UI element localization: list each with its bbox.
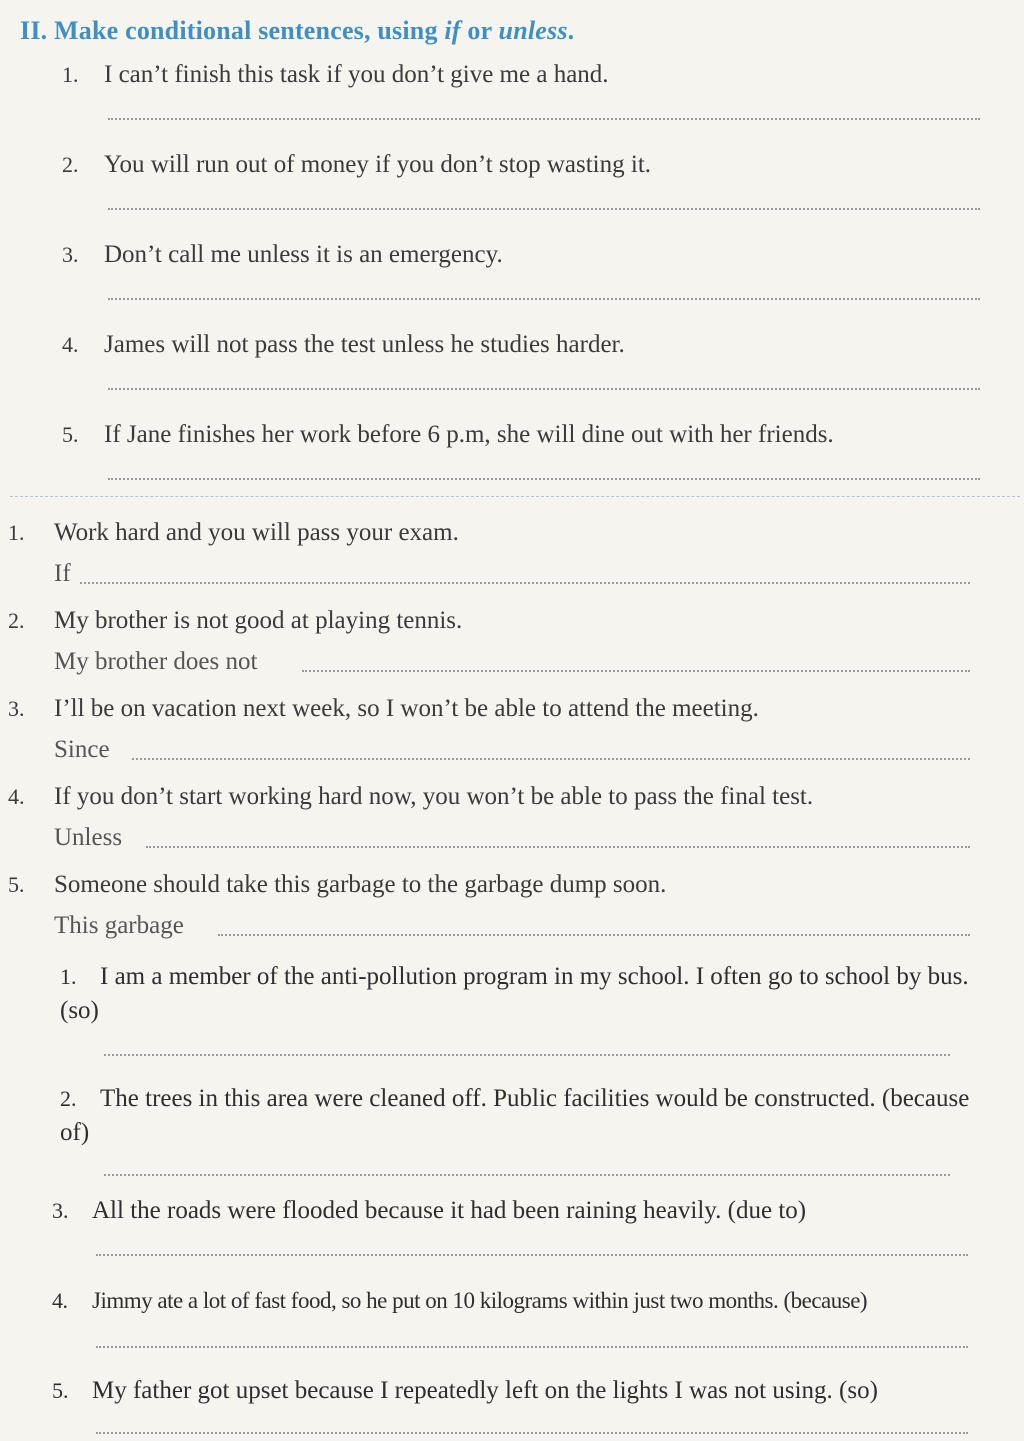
answer-line[interactable] [132, 758, 970, 760]
exercise-2-item-4 [8, 780, 813, 814]
item-sentence: I can’t finish this task if you don’t give me a hand. [104, 61, 609, 88]
title-unless: unless [498, 16, 568, 45]
item-number: 3. [52, 1198, 69, 1223]
item-number: 2. [8, 608, 25, 633]
sentence-prompt: Since [54, 736, 110, 763]
item-sentence: Work hard and you will pass your exam. [54, 519, 459, 546]
item-number: 3. [62, 242, 79, 267]
sentence-prompt: Unless [54, 824, 123, 851]
answer-line[interactable] [104, 1174, 950, 1176]
sentence-prompt: My brother does not [54, 648, 258, 675]
item-sentence: All the roads were flooded because it had been raining heavily. (due to) [92, 1197, 807, 1224]
answer-line[interactable] [96, 1254, 968, 1256]
title-prefix: II. Make conditional sentences, using [20, 16, 445, 45]
item-number: 1. [62, 62, 79, 87]
item-number: 4. [8, 784, 25, 809]
exercise-1-item-1 [62, 58, 609, 92]
item-sentence: Jimmy ate a lot of fast food, so he put on 10 kilograms within just two months. (because) [92, 1288, 868, 1313]
item-number: 4. [52, 1288, 68, 1313]
answer-line[interactable] [108, 298, 980, 300]
answer-line[interactable] [108, 478, 980, 480]
title-or: or [460, 16, 499, 45]
answer-line[interactable] [218, 934, 970, 936]
answer-line[interactable] [302, 670, 970, 672]
answer-line[interactable] [104, 1054, 950, 1056]
item-sentence: If you don’t start working hard now, you won’t be able to pass the final test. [54, 783, 814, 810]
title-if: if [444, 16, 461, 45]
item-sentence: My father got upset because I repeatedly left on the lights I was not using. (so) [92, 1377, 878, 1404]
item-number: 1. [60, 964, 77, 989]
item-number: 4. [62, 332, 79, 357]
exercise-1-item-4 [62, 328, 625, 362]
exercise-1-item-5 [62, 418, 834, 452]
exercise-3-item-5 [52, 1374, 878, 1408]
exercise-1-item-2 [62, 148, 651, 182]
title-suffix: . [567, 16, 575, 45]
answer-line[interactable] [108, 208, 980, 210]
item-number: 3. [8, 696, 25, 721]
exercise-2-item-1 [8, 516, 459, 550]
exercise-2-item-3 [8, 692, 759, 726]
item-sentence: If Jane finishes her work before 6 p.m, she will dine out with her friends. [104, 421, 834, 448]
answer-line[interactable] [80, 582, 970, 584]
answer-line[interactable] [108, 388, 980, 390]
answer-line[interactable] [108, 118, 980, 120]
item-sentence: James will not pass the test unless he studies harder. [104, 331, 625, 358]
item-sentence: Someone should take this garbage to the garbage dump soon. [54, 871, 667, 898]
exercise-3-item-3 [52, 1194, 806, 1228]
section-divider [10, 496, 1020, 497]
exercise-3-item-1 [60, 960, 990, 1028]
item-sentence: The trees in this area were cleaned off. Public facilities would be constructed. (because of) [60, 1085, 970, 1146]
sentence-prompt: This garbage [54, 912, 184, 939]
answer-line[interactable] [96, 1346, 968, 1348]
item-sentence: My brother is not good at playing tennis. [54, 607, 463, 634]
item-number: 1. [8, 520, 25, 545]
exercise-3-item-4 [52, 1284, 867, 1318]
item-sentence: I’ll be on vacation next week, so I won’t be able to attend the meeting. [54, 695, 759, 722]
item-sentence: You will run out of money if you don’t stop wasting it. [104, 151, 652, 178]
answer-line[interactable] [96, 1432, 968, 1434]
item-number: 5. [52, 1378, 69, 1403]
answer-line[interactable] [146, 846, 970, 848]
item-sentence: Don’t call me unless it is an emergency. [104, 241, 503, 268]
exercise-1-item-3 [62, 238, 503, 272]
sentence-prompt: If [54, 560, 71, 587]
item-sentence: I am a member of the anti-pollution program in my school. I often go to school by bus. (so) [60, 963, 969, 1024]
item-number: 5. [62, 422, 79, 447]
exercise-2-item-5 [8, 868, 666, 902]
item-number: 2. [62, 152, 79, 177]
exercise-2-item-2 [8, 604, 462, 638]
section-title [20, 16, 574, 46]
exercise-3-item-2 [60, 1082, 990, 1150]
item-number: 2. [60, 1086, 77, 1111]
item-number: 5. [8, 872, 25, 897]
